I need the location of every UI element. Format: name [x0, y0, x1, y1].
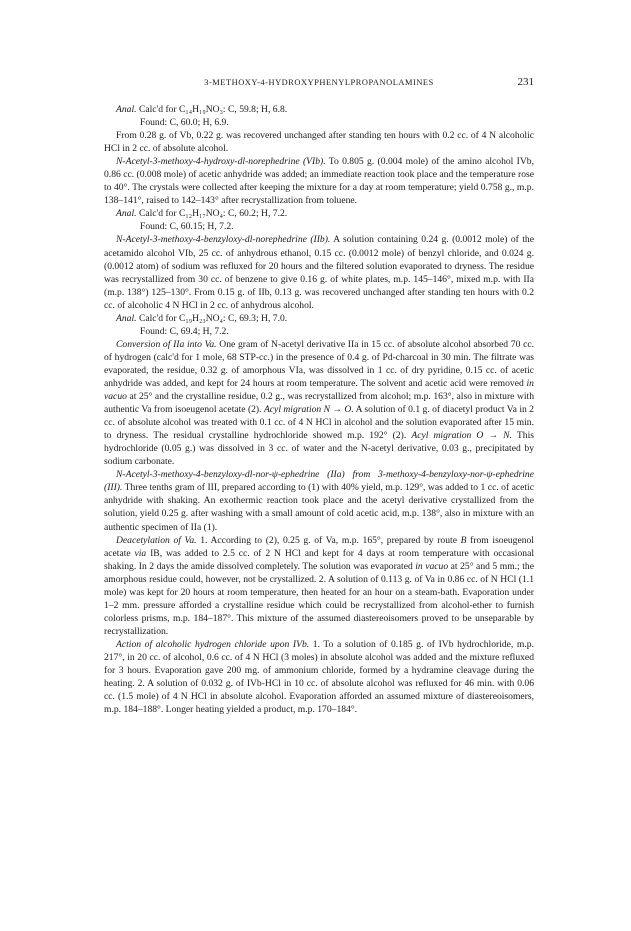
- anal-calc: Calc'd for C₁₂H₁₇NO₄: C, 60.2; H, 7.2.: [138, 208, 288, 220]
- section-heading: N-Acetyl-3-methoxy-4-benzyloxy-dl-nor-ψ-ephedrine (IIa) from 3-methoxy-4-benzyloxy-nor-ψ-ephedrine (III).: [104, 469, 534, 494]
- section-text: at 25° and the crystalline residue, 0.2 g., was recrystallized from alcohol; m.p. 163°, also in mixture with authentic Va from isoeugenol acetate (2).: [104, 391, 535, 416]
- found-line-2: Found: C, 60.15; H, 7.2.: [140, 221, 234, 233]
- section-text: Three tenths gram of III, prepared according to (1) with 40% yield, m.p. 129°, was added to 1 cc. of acetic anhydride with shaking. An exothermic reaction took place and the acetyl derivative crystallized from the solution, yield 0.25 g. after washing with a small amount of cold acetic acid, m.p. 138°, also in mixture with an authentic specimen of IIa (1).: [104, 482, 534, 533]
- route-label: B: [460, 534, 467, 546]
- section-heading: Conversion of IIa into Va.: [116, 338, 217, 350]
- anal-line-3: [104, 312, 534, 325]
- running-title: 3-METHOXY-4-HYDROXYPHENYLPROPANOLAMINES: [204, 78, 434, 87]
- section-text: from isoeugenol acetate: [104, 534, 534, 559]
- anal-calc: Calc'd for C₁₄H₁₉NO₃: C, 59.8; H, 6.8.: [138, 104, 288, 115]
- section-heading: N-Acetyl-3-methoxy-4-hydroxy-dl-norephedrine (VIb).: [116, 156, 326, 168]
- anal-label: Anal.: [116, 208, 137, 220]
- anal-line-2: [104, 207, 534, 220]
- body-text: [104, 103, 534, 716]
- anal-label: Anal.: [116, 312, 137, 324]
- section-text: 1. To a solution of 0.185 g. of IVb hydrochloride, m.p. 217°, in 20 cc. of alcohol, 0.6 cc. of 4 N HCl (3 moles) in absolute alcohol was added and the mixture refluxed for 3 hours. Evaporation gave 200 mg. of ammonium chloride, formed by a hydramine cleavage during the heating. 2. A solution of 0.032 g. of IVb-HCl in 10 cc. of absolute alcohol was refluxed for 46 min. with 0.06 cc. (1.5 mole) of 4 N HCl in absolute alcohol. Evaporation afforded an assumed mixture of diastereoisomers, m.p. 184–188°. Longer heating yielded a product, m.p. 170–184°.: [104, 638, 534, 716]
- found-line-3: Found: C, 69.4; H, 7.2.: [140, 325, 229, 337]
- section-text: at 25° and 5 mm.; the amorphous residue could, however, not be crystallized. 2. A solution of 0.113 g. of Va in 0.86 cc. of N HCl (1.1 mole) was kept for 20 hours at room temperature, then heated for an hour on a steam-bath. Evaporation under 1–2 mm. pressure afforded a crystalline residue which could be recrystallized from alcohol-ether to furnish colorless prisms, m.p. 184–187°. This mixture of the assumed diastereoisomers proved to be unseparable by recrystallization.: [104, 560, 534, 637]
- section-text: To 0.805 g. (0.004 mole) of the amino alcohol IVb, 0.86 cc. (0.008 mole) of acetic anhydride was added; an immediate reaction took place and the temperature rose to 40°. The crystals were collected after keeping the mixture for a day at room temperature; yield 0.758 g., m.p. 138–141°, raised to 142–143° after recrystallization from toluene.: [104, 156, 534, 207]
- section-deacetylation: [104, 534, 534, 638]
- via-word: via: [134, 547, 147, 559]
- section-text: This hydrochloride (0.05 g.) was dissolved in 3 cc. of water and the N-acetyl derivative, 0.03 g., precipitated by sodium carbonate.: [104, 430, 534, 468]
- section-action: [104, 638, 534, 716]
- anal-calc: Calc'd for C₁₉H₂₃NO₄: C, 69.3; H, 7.0.: [138, 312, 288, 324]
- acyl-migration: Acyl migration N → O.: [263, 404, 354, 416]
- section-text: One gram of N-acetyl derivative IIa in 15 cc. of absolute alcohol absorbed 70 cc. of hydrogen (calc'd for 1 mole, 68 STP-cc.) in the presence of 0.4 g. of Pd-charcoal in 30 min. The filtrate was evaporated, the residue, 0.32 g. of amorphous VIa, was dissolved in 1 cc. of dry pyridine, 0.15 cc. of acetic anhydride was added, and kept for 24 hours at room temperature. The solvent and acetic acid were removed: [104, 338, 534, 389]
- section-iia: [104, 468, 534, 533]
- section-heading: Action of alcoholic hydrogen chloride upon IVb.: [116, 638, 310, 650]
- page-header: [104, 77, 534, 91]
- page-number: 231: [517, 76, 534, 88]
- paragraph-recovered: From 0.28 g. of Vb, 0.22 g. was recovered unchanged after standing ten hours with 0.2 cc. of 4 N alcoholic HCl in 2 cc. of absolute alcohol.: [104, 130, 534, 155]
- anal-line-1: [104, 103, 534, 116]
- section-iib: [104, 233, 534, 311]
- section-text: A solution of 0.1 g. of diacetyl product Va in 2 cc. of absolute alcohol was treated with 0.1 cc. of 4 N HCl in alcohol and the solution evaporated after 15 min. to dryness. The residual crystalline hydrochloride showed m.p. 192° (2).: [104, 404, 534, 442]
- section-heading: Deacetylation of Va.: [116, 534, 197, 546]
- section-text: 1. According to (2), 0.25 g. of Va, m.p. 165°, prepared by route: [200, 534, 457, 546]
- section-heading: N-Acetyl-3-methoxy-4-benzyloxy-dl-norephedrine (IIb).: [116, 234, 331, 246]
- anal-label: Anal.: [116, 104, 137, 115]
- found-line-1: Found: C, 60.0; H, 6.9.: [140, 117, 229, 129]
- in-vacuo: in vacuo: [415, 560, 449, 572]
- acyl-migration: Acyl migration O → N.: [411, 430, 512, 442]
- section-text: A solution containing 0.24 g. (0.0012 mole) of the acetamido alcohol VIb, 25 cc. of anhydrous ethanol, 0.15 cc. (0.0012 mole) of benzyl chloride, and 0.024 g. (0.0012 atom) of sodium was refluxed for 20 hours and the filtered solution evaporated to dryness. The residue was recrystallized from 30 cc. of benzene to give 0.16 g. of white plates, m.p. 145–146°, mixed m.p. with IIa (m.p. 138°) 125–130°. From 0.15 g. of IIb, 0.13 g. was recovered unchanged after standing ten hours with 0.2 cc. of alcoholic 4 N HCl in 2 cc. of anhydrous alcohol.: [104, 234, 534, 311]
- section-conversion: [104, 338, 534, 468]
- section-text: IB, was added to 2.5 cc. of 2 N HCl and kept for 4 days at room temperature with occasional shaking. In 2 days the amide dissolved completely. The solution was evaporated: [104, 547, 534, 572]
- section-vib: [104, 155, 534, 207]
- in-vacuo: in vacuo: [104, 377, 534, 403]
